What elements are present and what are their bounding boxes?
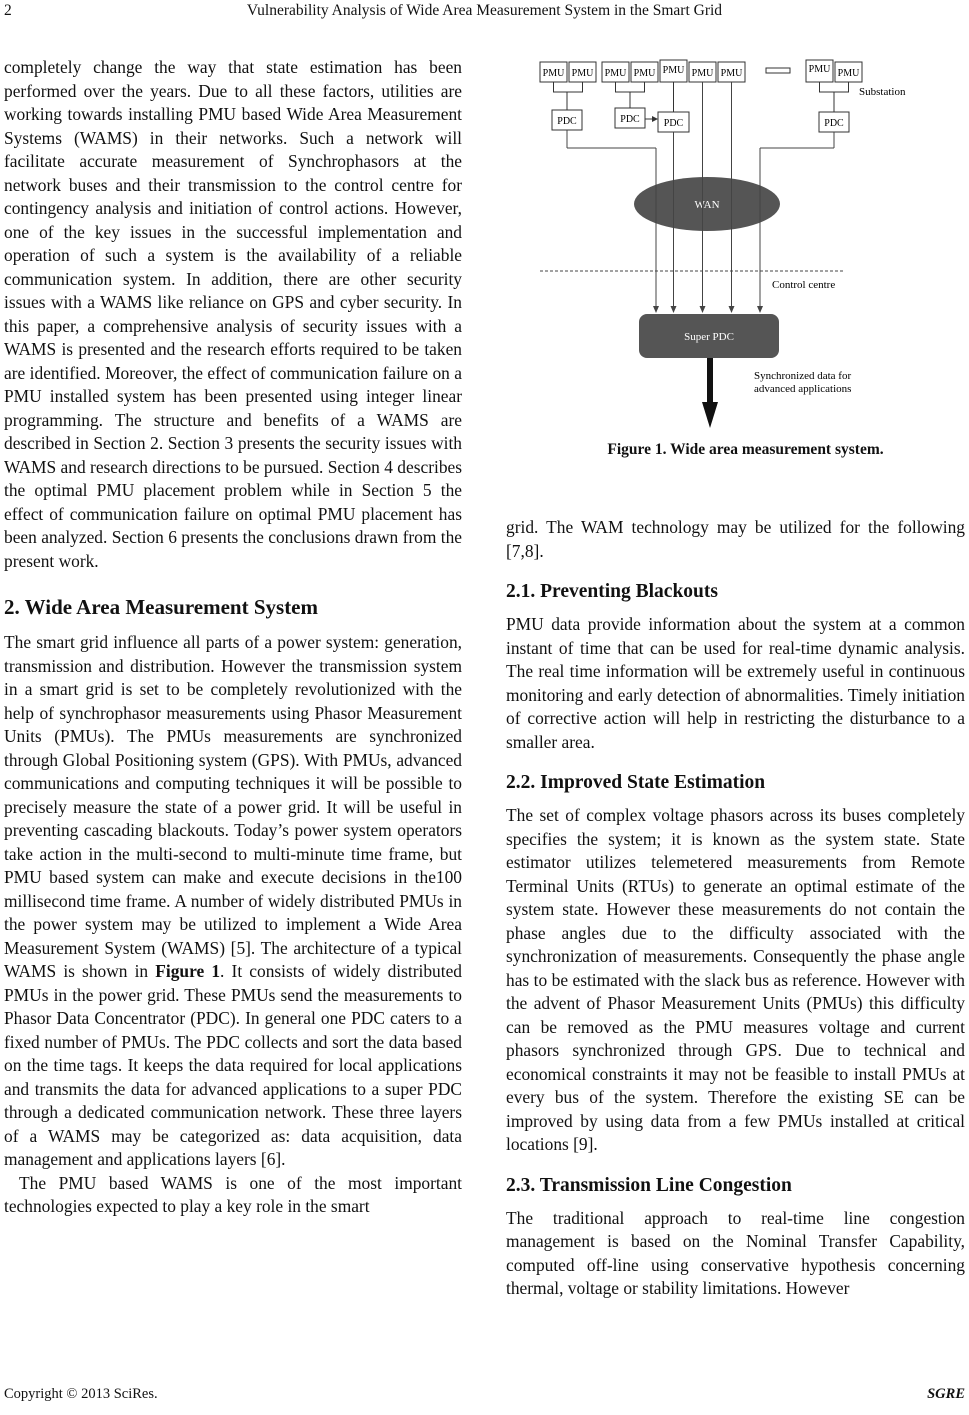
section-2-3-heading: 2.3. Transmission Line Congestion (506, 1174, 792, 1196)
section-2-2-heading: 2.2. Improved State Estimation (506, 772, 766, 793)
pmu-pdc-connectors (554, 82, 849, 112)
page-number: 2 (4, 2, 12, 19)
section-2-paragraph (4, 631, 462, 1172)
svg-text:PDC: PDC (824, 118, 844, 129)
svg-text:PDC: PDC (663, 118, 684, 129)
wams-diagram (534, 56, 934, 431)
section-2-3-text: The traditional approach to real-time line congestion management is based on the Nominal Transfer Capability, computed off-line using conservative hypothesis concerning thermal, voltage or stability limitations. However (506, 1207, 965, 1298)
figure-1 (506, 56, 965, 496)
pmu-boxes (540, 60, 862, 82)
page-footer (0, 1386, 969, 1406)
section-2-text-b: . It consists of widely distributed PMUs in the power grid. These PMUs send the measurements to Phasor Data Concentrator (PDC). In general one PDC caters to a fixed number of PMUs. The PDC collects and sort the data based on the time tags. It keeps the data required for local applications and transmits the data for advanced applications to a super PDC through a dedicated communication network. These three layers of a WAMS may be categorized as: data acquisition, data management and applications layers [6]. (4, 961, 462, 1169)
control-centre-label: Control centre (772, 279, 836, 291)
pmu-box (540, 62, 567, 82)
figure-caption: Figure 1. Wide area measurement system. (607, 441, 884, 458)
sync-label-line1: Synchronized data for (754, 370, 852, 382)
svg-text:PMU: PMU (837, 68, 860, 79)
sync-label-line2: advanced applications (754, 383, 852, 395)
pdc-box (658, 112, 689, 132)
pmu-box (569, 62, 596, 82)
pmu-box (602, 62, 629, 82)
wams-paragraph: The PMU based WAMS is one of the most important technologies expected to play a key role in the smart (4, 1172, 462, 1216)
pmu-box (689, 62, 716, 82)
section-2-1-text: PMU data provide information about the system at a common instant of time that can be used for real-time dynamic analysis. The real time information will be extremely useful in continuous monitoring and early detection of abnormalities. Timely initiation of corrective action will help in restricting the disturbance to a smaller area. (506, 614, 965, 752)
pmu-box (806, 60, 833, 82)
svg-text:PMU: PMU (604, 68, 627, 79)
super-pdc-label: Super PDC (684, 331, 734, 343)
section-2-1-heading: 2.1. Preventing Blackouts (506, 581, 718, 602)
left-column (4, 56, 462, 1219)
pdc-box (552, 110, 582, 130)
substation-label: Substation (859, 86, 906, 98)
right-column (506, 56, 965, 1301)
running-title: Vulnerability Analysis of Wide Area Measurement System in the Smart Grid (246, 2, 723, 19)
svg-text:PDC: PDC (620, 114, 640, 125)
section-2-2-text: The set of complex voltage phasors across its buses completely specifies the system; it is known as the system state. State estimator utilizes telemetered measurements from Remote Terminal Units (RTUs) to generate an optimal estimate of the system state. However these measurements do not contain the phase angles due to the difficulty associated with the synchronization of measurements. Consequently the phase angle has to be estimated with the slack bus as reference. However with the advent of Phasor Measurement Units (PMUs) this difficulty can be removed as the PMU measures voltage and current phasors synchronized through GPS. Due to technical and economical constraints it may not be feasible to install PMUs at every bus of the system. Therefore the existing SE can be improved by using data from a few PMUs installed at critical locations [9]. (506, 805, 965, 1154)
pmu-box (835, 62, 862, 82)
svg-text:PMU: PMU (691, 68, 714, 79)
wam-uses-paragraph: grid. The WAM technology may be utilized for the following [7,8]. (506, 517, 965, 561)
section-2-text-a: The smart grid influence all parts of a power system: generation, transmission and distribution. However the transmission system in a smart grid is set to be completely revolutionized with the help of synchrophasor measurements using Phasor Measurement Units (PMUs). The PMUs measurements are synchronized through Global Positioning system (GPS). With PMUs, advanced communications and computing techniques it will be possible to precisely measure the state of a power grid. It will be useful in preventing cascading blackouts. Today’s power system operators take action in the multi-second to multi-minute time frame, but PMU based system can make and execute decisions in the100 millisecond time frame. A number of widely distributed PMUs in the power system may be utilized to implement a Wide Area Measurement System (WAMS) [5]. The architecture of a typical WAMS is shown in (4, 632, 462, 981)
pmu-box (718, 62, 745, 82)
copyright-notice: Copyright © 2013 SciRes. (4, 1386, 158, 1402)
intro-paragraph: completely change the way that state estimation has been performed over the years. Due to all these factors, utilities are working towards installing PMU based Wide Area Measurement Systems (WAMS) in their networks. Such a network will facilitate accurate measurement of Synchrophasors at the network buses and their transmission to the control centre for contingency analysis and initiation of control actions. However, one of the key issues in the successful implementation and operation of such a system is the availability of a reliable communication system. In addition, there are other security issues with a WAMS like reliance on GPS and cyber security. In this paper, a comprehensive analysis of security issues with a WAMS is presented and the research efforts required to be taken are identified. Moreover, the effect of communication failure on a PMU installed system has been presented using integer linear programming. The structure and benefits of a WAMS are described in Section 2. Section 3 presents the security issues with WAMS and research directions to be pursued. Section 4 describes the optimal PMU placement problem while in Section 5 the effect of communication failure on optimal PMU placement has been analyzed. Section 6 presents the conclusions drawn from the present work. (4, 57, 462, 571)
svg-text:PMU: PMU (720, 68, 743, 79)
svg-text:PDC: PDC (557, 116, 577, 127)
output-arrow (702, 358, 718, 428)
svg-text:PMU: PMU (633, 68, 656, 79)
pmu-box (631, 62, 658, 82)
pdc-box (615, 108, 645, 128)
feeder-arrowheads (653, 306, 763, 313)
page-header (0, 2, 969, 22)
svg-text:PMU: PMU (808, 64, 831, 75)
journal-abbrev: SGRE (927, 1386, 965, 1402)
super-pdc-box (639, 314, 779, 358)
pmu-box (660, 60, 687, 82)
pdc-box (819, 112, 849, 132)
figure-1-reference[interactable]: Figure 1 (155, 961, 221, 981)
svg-text:PMU: PMU (571, 68, 594, 79)
pdc-boxes (552, 108, 849, 132)
svg-text:PMU: PMU (542, 68, 565, 79)
svg-text:PMU: PMU (662, 65, 685, 76)
pdc-link-arrow (645, 116, 658, 122)
section-2-heading: 2. Wide Area Measurement System (4, 595, 318, 619)
wan-label: WAN (694, 199, 720, 211)
ellipsis-separator (766, 68, 790, 73)
